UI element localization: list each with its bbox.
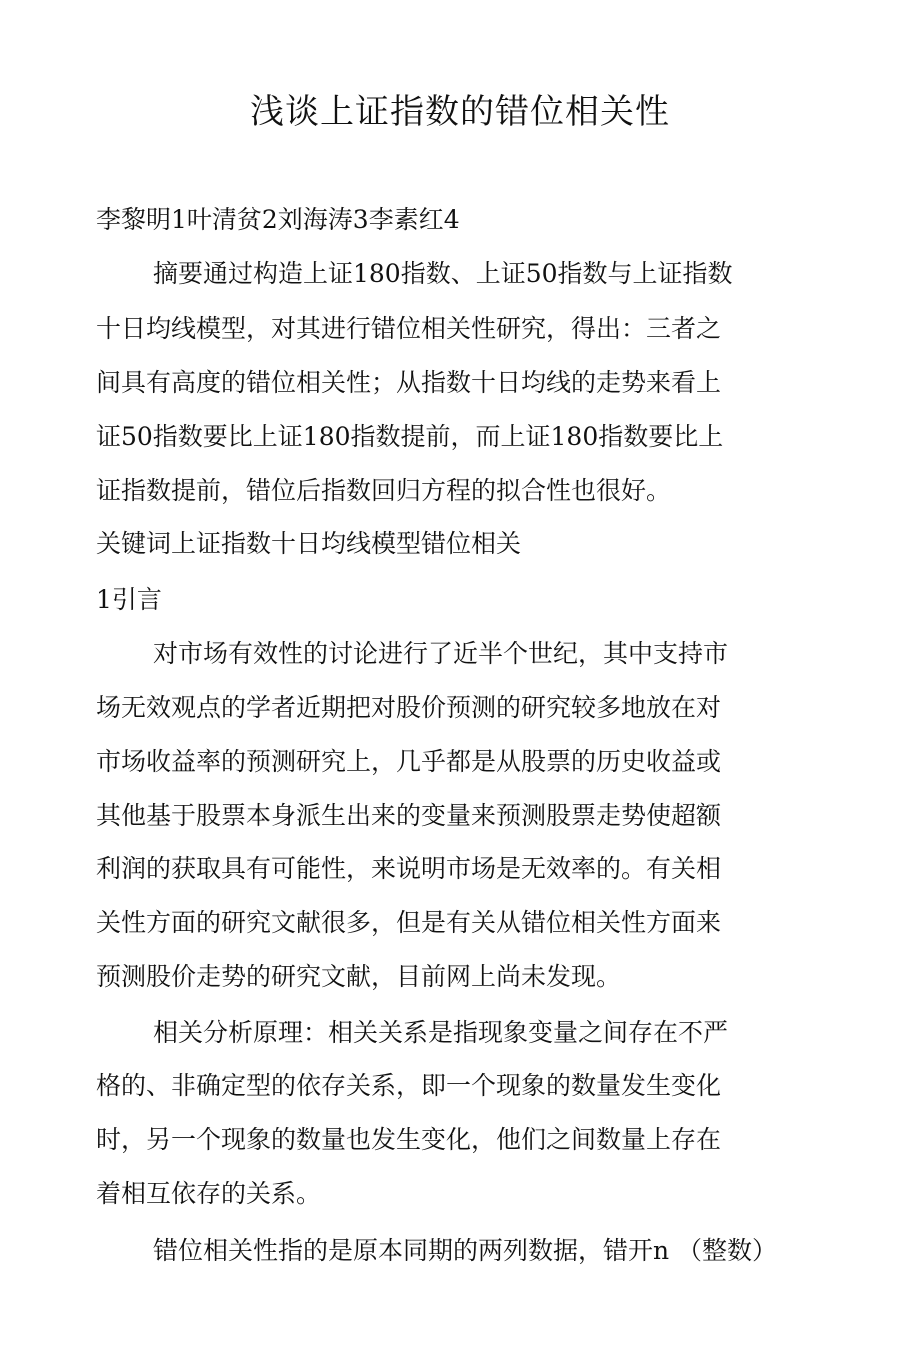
abstract-line: 十日均线模型，对其进行错位相关性研究，得出：三者之 [96,314,722,343]
section-heading: 1引言 [96,585,162,614]
body-line: 场无效观点的学者近期把对股价预测的研究较多地放在对 [96,693,722,722]
body-line: 着相互依存的关系。 [96,1179,322,1208]
body-line: 格的、非确定型的依存关系，即一个现象的数量发生变化 [96,1071,722,1100]
body-line: 错位相关性指的是原本同期的两列数据，错开n （整数） [153,1236,778,1265]
body-line: 其他基于股票本身派生出来的变量来预测股票走势使超额 [96,801,722,830]
author-line: 李黎明1叶清贫2刘海涛3李素红4 [96,205,460,234]
abstract-line: 证50指数要比上证180指数提前，而上证180指数要比上 [96,422,724,451]
abstract-line: 证指数提前，错位后指数回归方程的拟合性也很好。 [96,476,672,505]
body-line: 相关分析原理：相关关系是指现象变量之间存在不严 [153,1018,729,1047]
body-line: 时，另一个现象的数量也发生变化，他们之间数量上存在 [96,1125,722,1154]
body-line: 关性方面的研究文献很多，但是有关从错位相关性方面来 [96,908,722,937]
body-line: 市场收益率的预测研究上，几乎都是从股票的历史收益或 [96,747,722,776]
paper-title: 浅谈上证指数的错位相关性 [250,92,670,132]
body-line: 对市场有效性的讨论进行了近半个世纪，其中支持市 [153,639,729,668]
body-line: 预测股价走势的研究文献，目前网上尚未发现。 [96,962,622,991]
keywords-line: 关键词上证指数十日均线模型错位相关 [96,529,522,558]
abstract-line: 间具有高度的错位相关性；从指数十日均线的走势来看上 [96,368,722,397]
abstract-line: 摘要通过构造上证180指数、上证50指数与上证指数 [153,259,733,288]
body-line: 利润的获取具有可能性，来说明市场是无效率的。有关相 [96,854,722,883]
